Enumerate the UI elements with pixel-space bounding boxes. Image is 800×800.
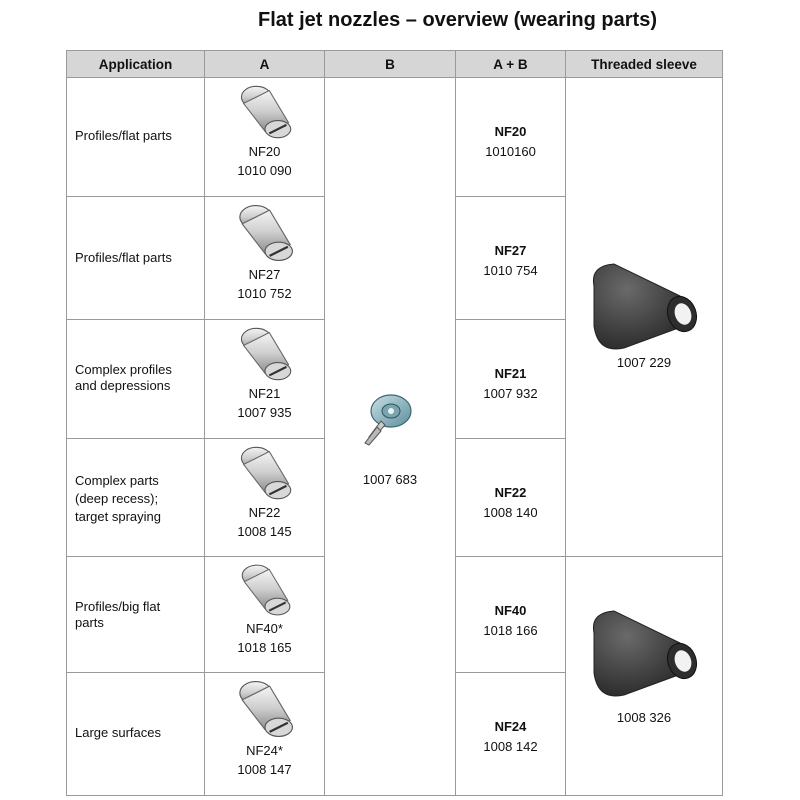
part-ab-name: NF40 xyxy=(494,603,527,618)
application-text: Profiles/flat parts xyxy=(75,250,172,265)
part-a-code: 1010 752 xyxy=(237,286,292,301)
part-a-name: NF21 xyxy=(248,386,281,401)
application-cell xyxy=(67,673,205,796)
application-cell xyxy=(67,320,205,439)
application-text: Profiles/big flat parts xyxy=(75,599,161,630)
application-text: Profiles/flat parts xyxy=(75,128,172,143)
part-b-code: 1007 683 xyxy=(362,471,418,487)
page-title: Flat jet nozzles – overview (wearing parts) xyxy=(257,9,657,31)
part-a-name: NF20 xyxy=(248,144,281,159)
header-a: A xyxy=(205,51,325,78)
part-a-code: 1018 165 xyxy=(237,640,292,655)
part-a-name: NF24* xyxy=(246,743,283,758)
part-a-name: NF22 xyxy=(248,505,281,520)
nozzle-nf22-icon xyxy=(230,443,300,503)
nozzle-b-icon xyxy=(355,387,425,457)
part-a-code: 1008 145 xyxy=(237,524,292,539)
part-a-code: 1008 147 xyxy=(237,762,292,777)
application-text: Complex parts (deep recess); target spraying xyxy=(75,473,161,524)
part-a-code: 1010 090 xyxy=(237,163,292,178)
part-a-name: NF40* xyxy=(246,621,283,636)
part-ab-name: NF20 xyxy=(494,124,527,139)
application-cell xyxy=(67,439,205,557)
part-ab-code: 1010 754 xyxy=(483,263,538,278)
nozzle-nf21-icon xyxy=(230,324,300,384)
sleeve-code: 1007 229 xyxy=(616,355,672,370)
part-ab-name: NF22 xyxy=(494,485,527,500)
sleeve-cell xyxy=(566,78,723,557)
header-application: Application xyxy=(67,51,205,78)
part-a-cell xyxy=(205,557,325,673)
nozzle-nf24-icon xyxy=(229,677,301,741)
part-ab-cell xyxy=(456,673,566,796)
part-a-name: NF27 xyxy=(248,267,281,282)
application-cell xyxy=(67,557,205,673)
part-ab-code: 1007 932 xyxy=(483,386,538,401)
part-ab-cell xyxy=(456,439,566,557)
part-a-cell xyxy=(205,673,325,796)
part-ab-name: NF24 xyxy=(494,719,527,734)
sleeve-cell xyxy=(566,557,723,796)
nozzle-nf20-icon xyxy=(230,82,300,142)
part-a-cell xyxy=(205,197,325,320)
nozzle-nf40-icon xyxy=(230,561,300,619)
table-header-row xyxy=(67,51,723,78)
nozzle-nf27-icon xyxy=(229,201,301,265)
threaded-sleeve-icon xyxy=(584,256,704,356)
part-b-cell xyxy=(325,78,456,796)
part-a-code: 1007 935 xyxy=(237,405,292,420)
nozzle-overview-table xyxy=(66,50,723,796)
part-ab-code: 1018 166 xyxy=(483,623,538,638)
table-row xyxy=(67,78,723,197)
header-threaded-sleeve: Threaded sleeve xyxy=(566,51,723,78)
application-cell xyxy=(67,78,205,197)
part-a-cell xyxy=(205,320,325,439)
part-ab-name: NF21 xyxy=(494,366,527,381)
part-ab-cell xyxy=(456,557,566,673)
part-ab-cell xyxy=(456,197,566,320)
header-a-plus-b: A + B xyxy=(456,51,566,78)
part-ab-cell xyxy=(456,320,566,439)
threaded-sleeve-icon xyxy=(584,603,704,703)
part-a-cell xyxy=(205,78,325,197)
part-ab-name: NF27 xyxy=(494,243,527,258)
application-text: Complex profiles and depressions xyxy=(75,362,172,393)
part-a-cell xyxy=(205,439,325,557)
part-ab-code: 1008 142 xyxy=(483,739,538,754)
part-ab-code: 1008 140 xyxy=(483,505,538,520)
header-b: B xyxy=(325,51,456,78)
part-ab-code: 1010160 xyxy=(485,144,536,159)
sleeve-code: 1008 326 xyxy=(616,710,672,725)
application-text: Large surfaces xyxy=(75,725,161,740)
application-cell xyxy=(67,197,205,320)
part-ab-cell xyxy=(456,78,566,197)
